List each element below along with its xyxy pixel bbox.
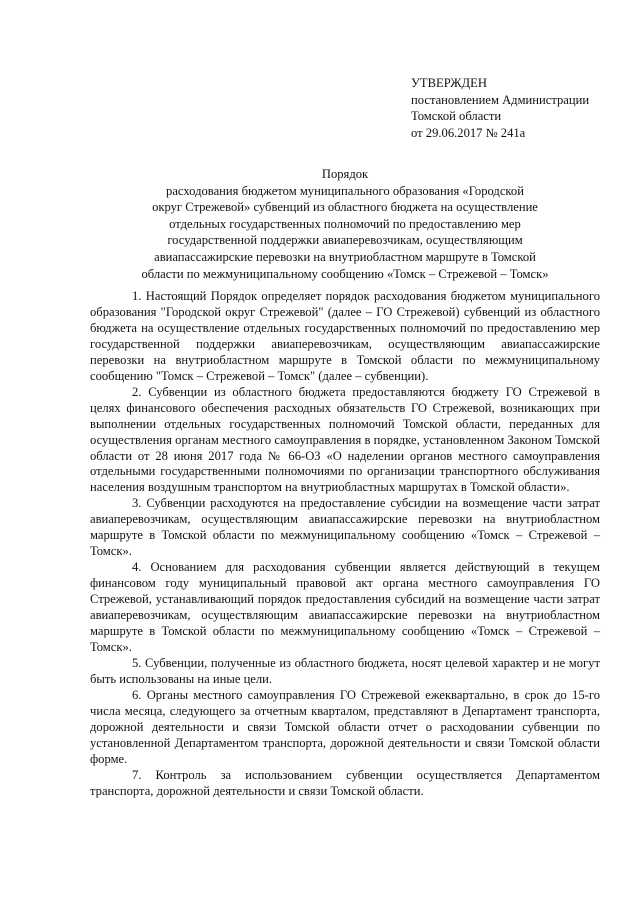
paragraph-4: 4. Основанием для расходования субвенции является действующий в текущем финансовом году муниципальный правовой акт органа местного самоуправления ГО Стрежевой, устанавливающий порядок предоставления субсидий на возмещение части затрат авиаперевозчикам, осуществляющим авиапассажирские перевозки на внутриобластном маршруте в Томской области по межмуниципальному сообщению «Томск – Стрежевой – Томск».: [90, 560, 600, 654]
approval-date-number: от 29.06.2017 № 241а: [411, 125, 526, 140]
title-heading: Порядок: [321, 167, 369, 181]
paragraph-6: 6. Органы местного самоуправления ГО Стрежевой ежеквартально, в срок до 15-го числа месяца, следующего за отчетным кварталом, представляют в Департамент транспорта, дорожной деятельности и связи Томской области отчет о расходовании субвенции по установленной Департаментом транспорта, дорожной деятельности и связи Томской области форме.: [90, 687, 600, 766]
title-line: округ Стрежевой» субвенций из областного бюджета на осуществление: [152, 200, 538, 215]
approval-heading: УТВЕРЖДЕН: [411, 76, 487, 90]
paragraph-2: 2. Субвенции из областного бюджета предоставляются бюджету ГО Стрежевой в целях финансового обеспечения расходных обязательств ГО Стрежевой, возникающих при выполнении отдельных государственных полномочий Томской области, переданных для осуществления органам местного самоуправления в порядке, установленном Законом Томской области от 28 июня 2017 года № 66-ОЗ «О наделении органов местного самоуправления отдельными государственными полномочиями по организации транспортного обслуживания населения воздушным транспортом на внутриобластных маршрутах в Томской области».: [90, 384, 600, 495]
title-line: авиапассажирские перевозки на внутриобластном маршруте в Томской: [154, 249, 536, 264]
title-line: области по межмуниципальному сообщению «Томск – Стрежевой – Томск»: [141, 266, 549, 281]
paragraph-3: 3. Субвенции расходуются на предоставление субсидии на возмещение части затрат авиаперевозчикам, осуществляющим авиапассажирские перевозки на внутриобластном маршруте в Томской области по межмуниципальному сообщению «Томск – Стрежевой – Томск».: [90, 496, 600, 559]
paragraph-5: 5. Субвенции, полученные из областного бюджета, носят целевой характер и не могут быть использованы на иные цели.: [90, 655, 600, 686]
title-line: расходования бюджетом муниципального образования «Городской: [166, 183, 524, 198]
document-body: [90, 289, 600, 800]
approval-issuer: постановлением Администрации: [411, 92, 590, 107]
title-line: отдельных государственных полномочий по предоставлению мер: [169, 216, 521, 231]
paragraph-1: 1. Настоящий Порядок определяет порядок расходования бюджетом муниципального образования "Городской округ Стрежевой" (далее – ГО Стрежевой) субвенций из областного бюджета на осуществление отдельных государственных полномочий по предоставлению мер государственной поддержки авиаперевозчикам, осуществляющим авиапассажирские перевозки на внутриобластном маршруте в Томской области по межмуниципальному сообщению "Томск – Стрежевой – Томск" (далее – субвенции).: [90, 289, 600, 383]
paragraph-7: 7. Контроль за использованием субвенции осуществляется Департаментом транспорта, дорожной деятельности и связи Томской области.: [90, 767, 600, 798]
approval-region: Томской области: [411, 109, 502, 124]
approval-stamp: [411, 75, 626, 141]
document-title: [140, 166, 550, 282]
title-line: государственной поддержки авиаперевозчикам, осуществляющим: [167, 233, 523, 248]
